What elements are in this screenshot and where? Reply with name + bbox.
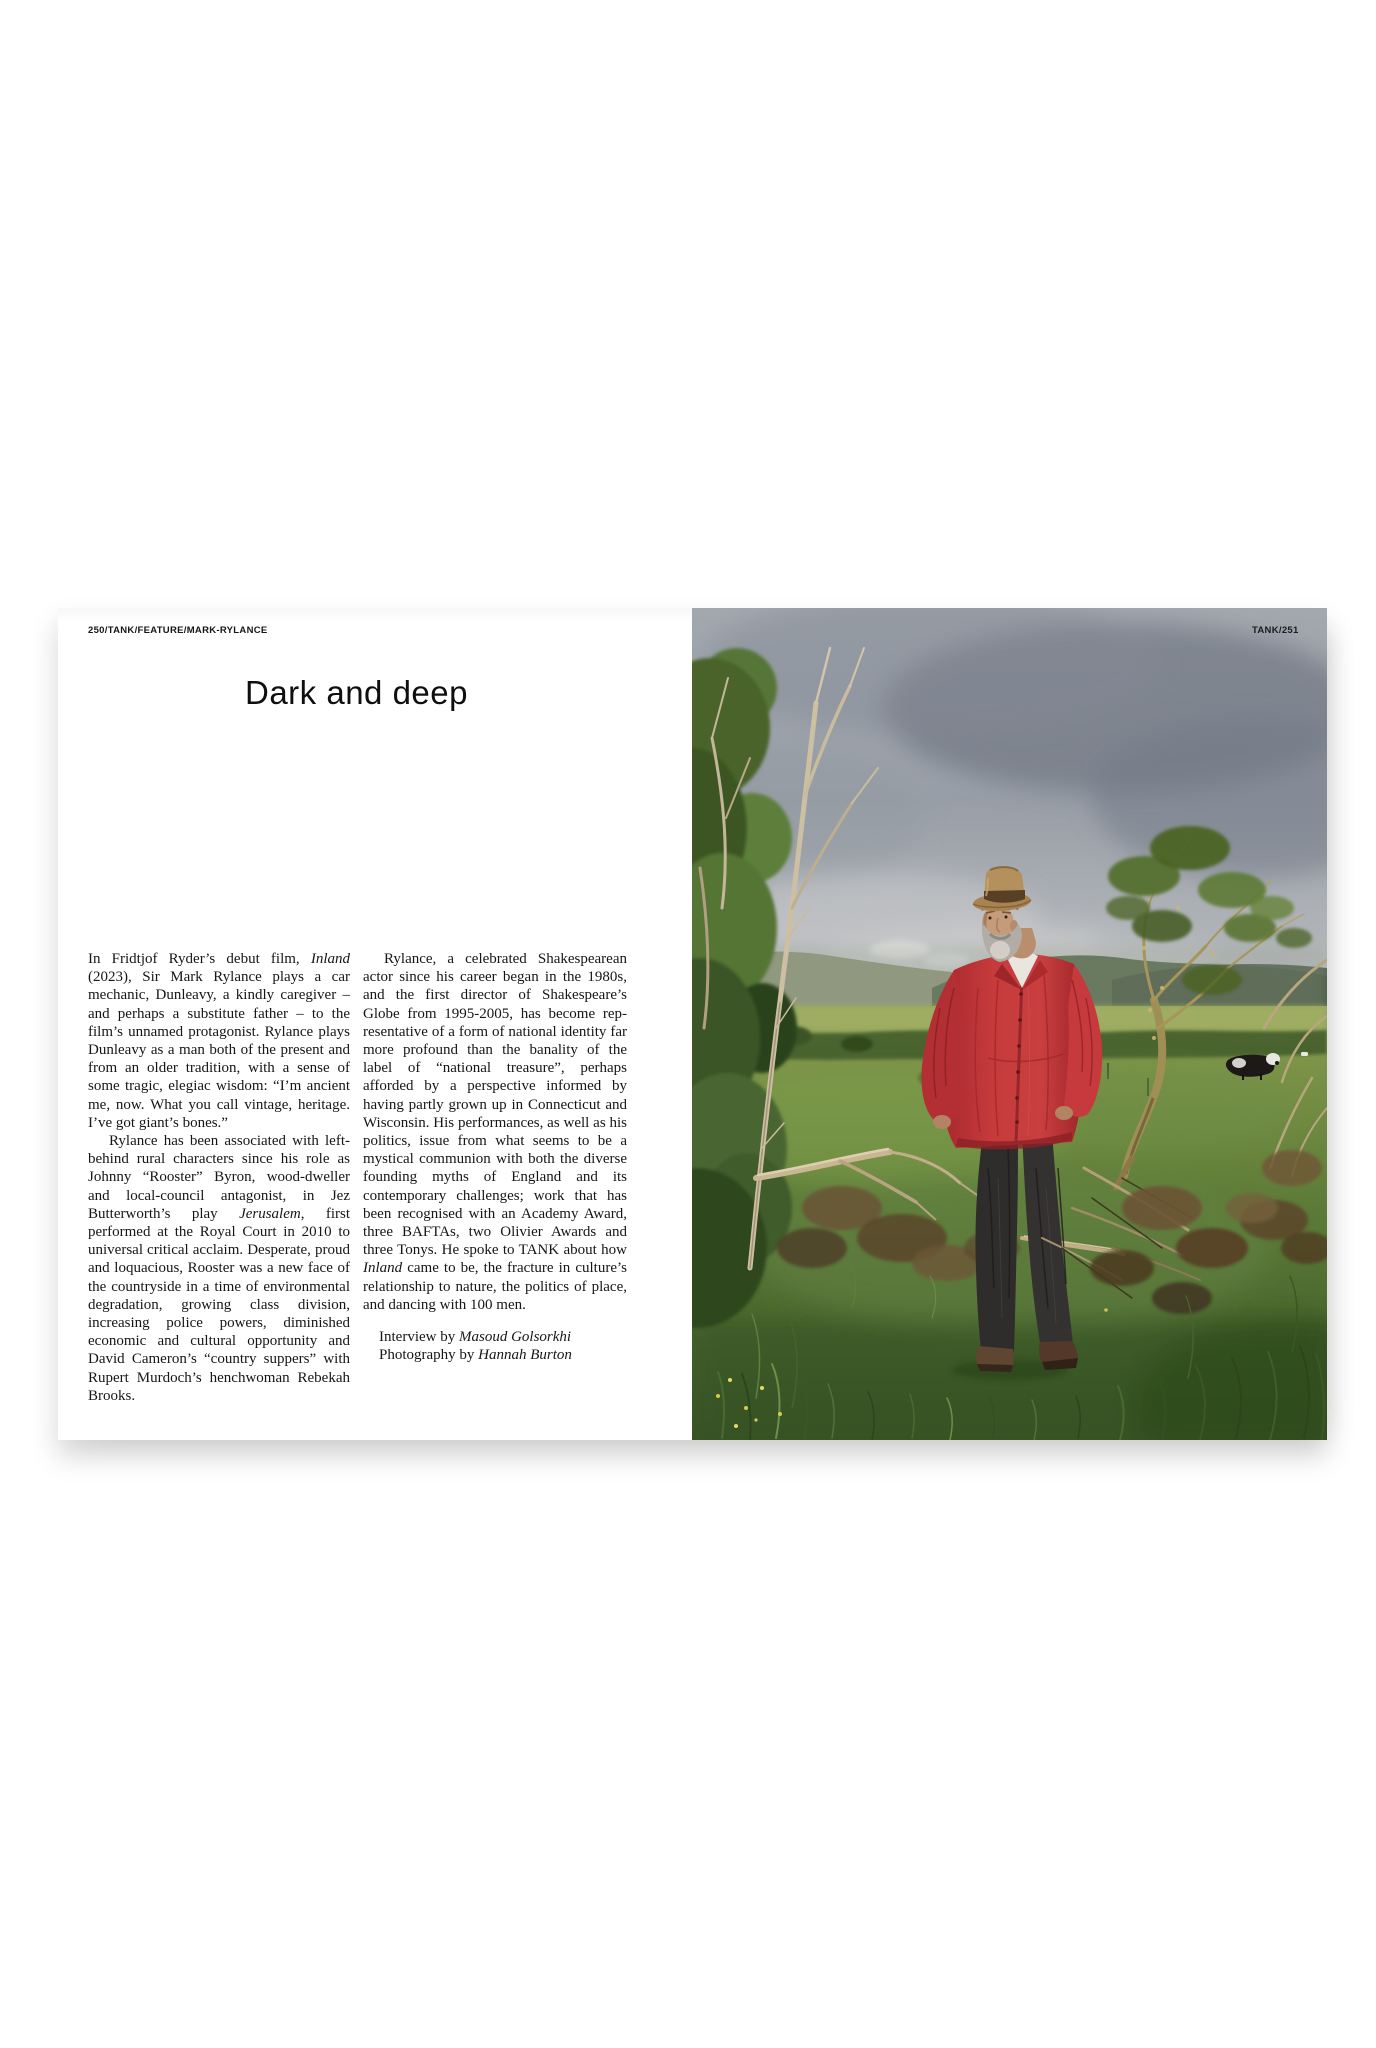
magazine-spread <box>58 608 1327 1440</box>
text-run: Interview by <box>379 1329 459 1346</box>
byline-line <box>363 1346 627 1364</box>
italic-text: Jerusalem <box>239 1205 301 1222</box>
article-column-1 <box>88 950 350 1405</box>
folio-right: TANK/251 <box>1252 625 1299 636</box>
right-page <box>692 608 1327 1440</box>
byline-line <box>363 1328 627 1346</box>
left-hand <box>1055 1106 1073 1120</box>
text-run: , first performed at the Royal Court in 2010 to universal critical acclaim. Desperate, proud and loquacious, Rooster was a new face of the countryside in a time of environmental degradation, growing class division, increasing police powers, diminished economic and cultural opportunity and David Cameron’s “country suppers” with Rupert Murdoch’s henchwoman Rebekah Brooks. <box>88 1205 350 1404</box>
mark-rylance-field-photo <box>692 608 1327 1440</box>
italic-text: Hannah Burton <box>478 1347 572 1364</box>
folio-left: 250/TANK/FEATURE/MARK-RYLANCE <box>88 625 268 636</box>
text-run: In Fridtjof Ryder’s debut film, <box>88 951 311 967</box>
article-column-2 <box>363 950 627 1364</box>
right-hand <box>933 1115 951 1129</box>
body-paragraph <box>88 950 350 1132</box>
text-run: came to be, the fracture in culture’s relationship to nature, the politics of place, and dancing with 100 men. <box>363 1260 627 1313</box>
italic-text: Masoud Golsorkhi <box>458 1329 572 1346</box>
byline <box>363 1328 627 1364</box>
italic-text: Inland <box>310 951 350 967</box>
red-shirt <box>922 953 1103 1150</box>
text-run: Rylance has been associated with left-behind rural characters since his role as Johnny “Rooster” Byron, wood-dweller and local-council antagonist, in Jez Butterworth’s play <box>88 1133 350 1222</box>
text-run: Photography by <box>379 1347 479 1364</box>
body-paragraph <box>88 1132 350 1405</box>
left-page <box>58 608 692 1440</box>
text-run: Rylance, a celebrated Shakespearean actor since his career began in the 1980s, and the first director of Shakespeare’s Globe from 1995-2005, has become representative of a form of national identity far more profound than the banality of the label of “national treasure”, perhaps afforded by a perspective informed by having partly grown up in Connecticut and Wisconsin. His performances, as well as his politics, issue from what seems to be a mystical communion with both the diverse founding myths of England and its contemporary challenges; work that has been recognised with an Academy Award, three BAFTAs, two Olivier Awards and three Tonys. He spoke to TANK about how <box>363 951 627 1259</box>
italic-text: Inland <box>363 1260 403 1277</box>
text-run: (2023), Sir Mark Rylance plays a car mechanic, Dunleavy, a kindly caregiver – and perhaps a substitute father – to the film’s unnamed protagonist. Rylance plays Dunleavy as a man both of the present and from an older tradition, with a sense of some tragic, elegiac wisdom: “I’m ancient me, now. What you call vintage, heritage. I’ve got giant’s bones.” <box>88 969 350 1131</box>
article-title: Dark and deep <box>245 674 468 711</box>
body-paragraph <box>363 950 627 1314</box>
